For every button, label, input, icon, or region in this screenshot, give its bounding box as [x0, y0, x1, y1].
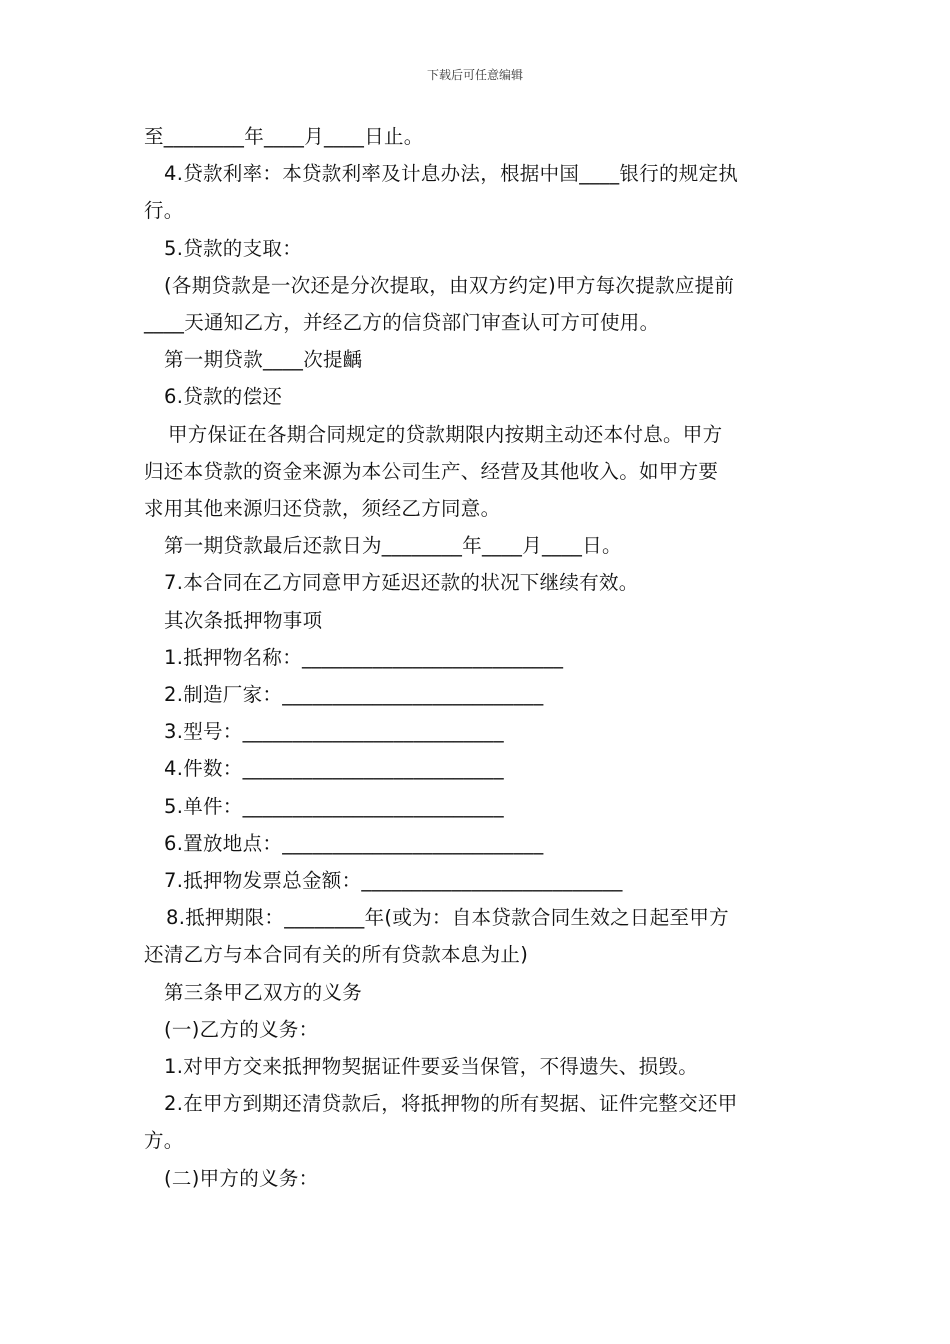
clause-contract-validity: 7.本合同在乙方同意甲方延迟还款的状况下继续有效。	[164, 571, 639, 595]
text-line: 至________年____月____日止。	[144, 125, 424, 148]
text-line: 求用其他来源归还贷款，须经乙方同意。	[144, 497, 501, 521]
clause-loan-repayment: 6.贷款的偿还	[164, 385, 283, 409]
unit-field: 5.单件：__________________________	[164, 794, 504, 818]
subsection-party-b-obligations: (一)乙方的义务：	[164, 1017, 319, 1041]
manufacturer-field: 2.制造厂家：__________________________	[164, 683, 544, 707]
clause-loan-withdrawal: 5.贷款的支取：	[164, 236, 303, 260]
collateral-name-field: 1.抵押物名称：__________________________	[164, 645, 564, 669]
text-line: 还清乙方与本合同有关的所有贷款本息为止)	[144, 943, 529, 967]
text-line: 1.对甲方交来抵押物契据证件要妥当保管，不得遗失、损毁。	[164, 1055, 699, 1079]
subsection-party-a-obligations: (二)甲方的义务：	[164, 1166, 319, 1190]
text-line: ____天通知乙方，并经乙方的信贷部门审查认可方可使用。	[144, 311, 660, 335]
clause-loan-interest-rate: 4.贷款利率：本贷款利率及计息办法，根据中国____银行的规定执	[164, 162, 739, 186]
text-line: 2.在甲方到期还清贷款后，将抵押物的所有契据、证件完整交还甲	[164, 1092, 738, 1116]
model-field: 3.型号：__________________________	[164, 720, 504, 744]
location-field: 6.置放地点：__________________________	[164, 831, 544, 855]
section-heading-collateral: 其次条抵押物事项	[164, 608, 323, 632]
text-line: 方。	[144, 1129, 184, 1153]
text-line: 甲方保证在各期合同规定的贷款期限内按期主动还本付息。甲方	[168, 422, 723, 446]
mortgage-term-clause: 8.抵押期限：________年(或为：自本贷款合同生效之日起至甲方	[166, 906, 729, 930]
page-header: 下载后可任意编辑	[426, 68, 523, 82]
text-line: 第一期贷款最后还款日为________年____月____日。	[164, 534, 622, 558]
text-line: (各期贷款是一次还是分次提取，由双方约定)甲方每次提款应提前	[164, 273, 735, 297]
text-line: 归还本贷款的资金来源为本公司生产、经营及其他收入。如甲方要	[144, 459, 719, 483]
document-body	[144, 118, 810, 1197]
section-heading-obligations: 第三条甲乙双方的义务	[164, 980, 363, 1004]
text-line: 行。	[144, 199, 184, 223]
invoice-amount-field: 7.抵押物发票总金额：__________________________	[164, 869, 623, 893]
text-line: 第一期贷款____次提齲	[164, 348, 363, 372]
quantity-field: 4.件数：__________________________	[164, 757, 504, 781]
